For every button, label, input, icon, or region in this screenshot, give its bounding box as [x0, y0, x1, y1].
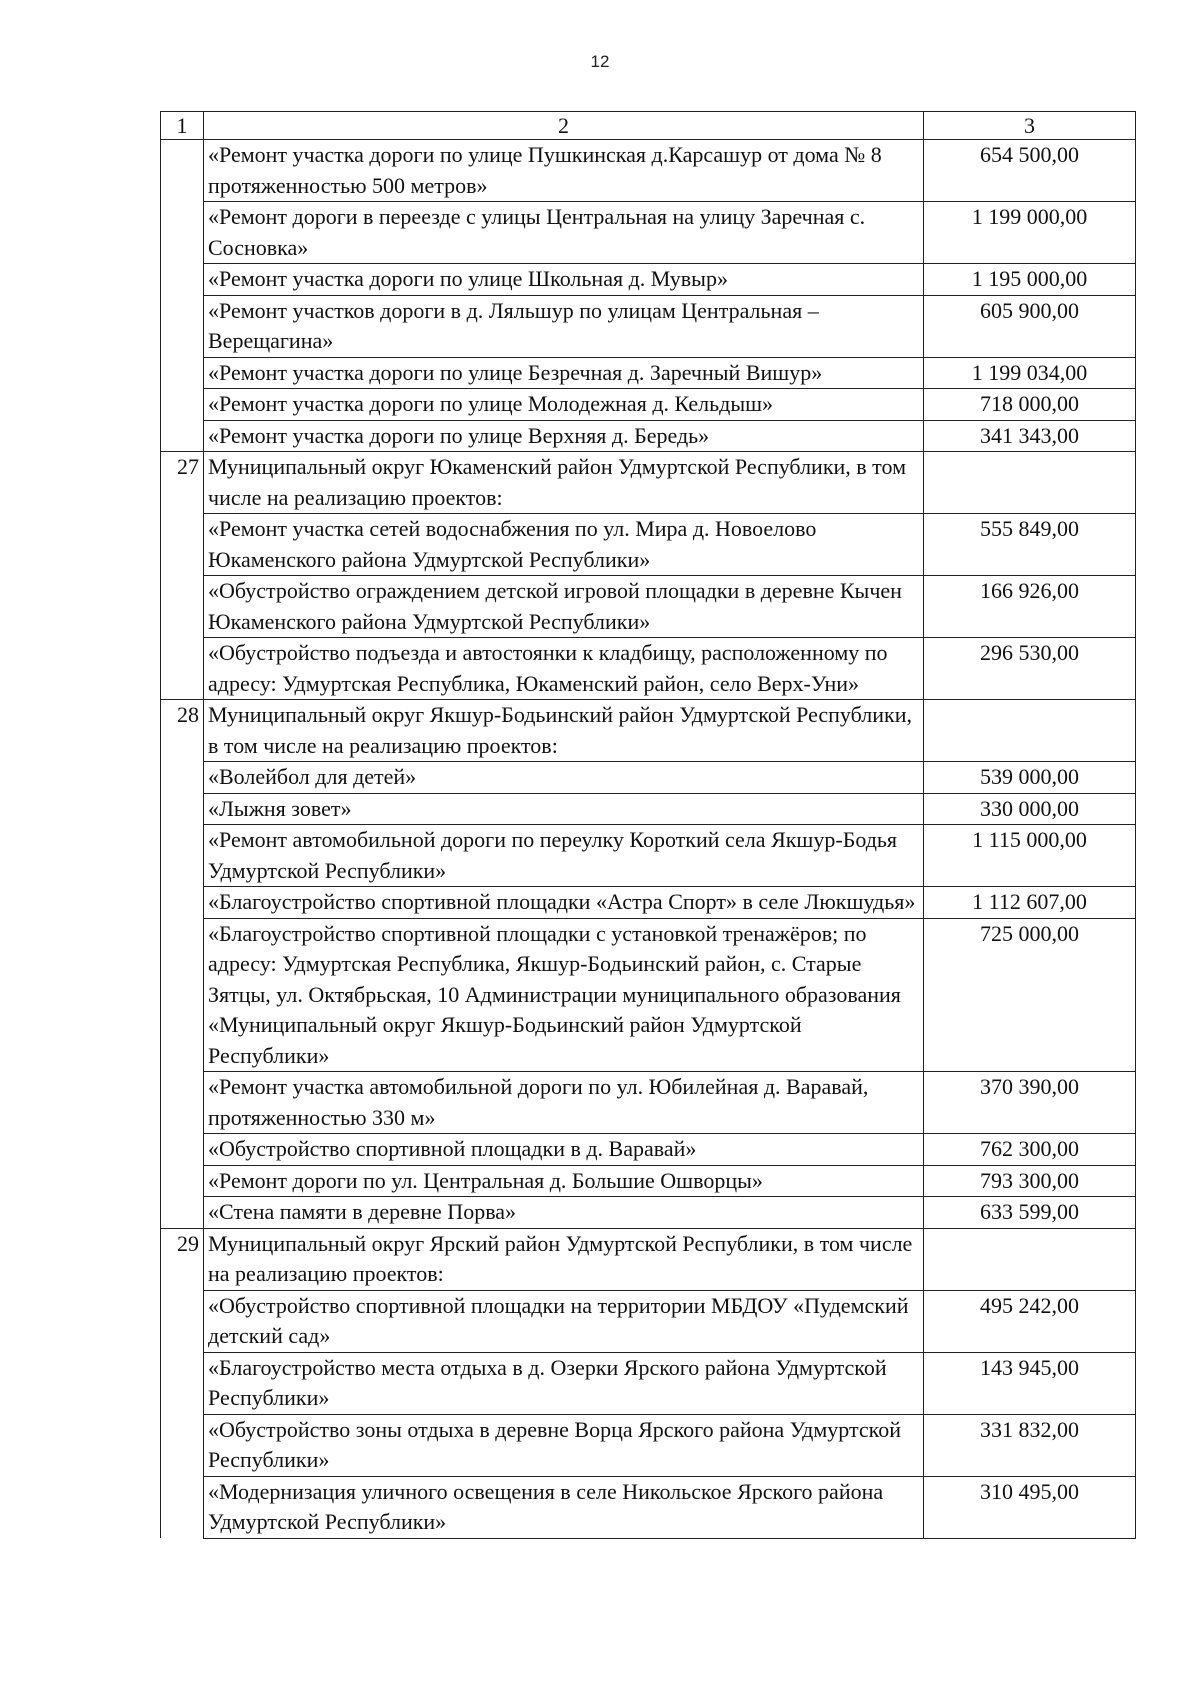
table-row — [161, 887, 1136, 919]
project-amount: 330 000,00 — [924, 793, 1136, 825]
project-amount: 555 849,00 — [924, 514, 1136, 576]
table-row — [161, 1414, 1136, 1476]
group-number: 28 — [161, 700, 204, 762]
project-amount: 296 530,00 — [924, 638, 1136, 700]
project-amount: 539 000,00 — [924, 762, 1136, 794]
project-name: «Обустройство зоны отдыха в деревне Ворца Ярского района Удмуртской Республики» — [204, 1414, 924, 1476]
project-amount: 166 926,00 — [924, 576, 1136, 638]
project-name: «Ремонт дороги по ул. Центральная д. Большие Ошворцы» — [204, 1165, 924, 1197]
project-name: «Благоустройство места отдыха в д. Озерки Ярского района Удмуртской Республики» — [204, 1352, 924, 1414]
project-amount: 605 900,00 — [924, 295, 1136, 357]
group-row — [161, 1228, 1136, 1290]
project-name: «Ремонт участка дороги по улице Пушкинская д.Карсашур от дома № 8 протяженностью 500 метров» — [204, 140, 924, 202]
project-name: «Ремонт автомобильной дороги по переулку Короткий села Якшур-Бодья Удмуртской Республики» — [204, 825, 924, 887]
row-number — [161, 576, 204, 638]
header-col-2: 2 — [204, 112, 924, 140]
table-row — [161, 762, 1136, 794]
project-name: «Ремонт участка дороги по улице Школьная д. Мувыр» — [204, 264, 924, 296]
header-col-3: 3 — [924, 112, 1136, 140]
table-row — [161, 264, 1136, 296]
project-amount: 718 000,00 — [924, 389, 1136, 421]
row-number — [161, 793, 204, 825]
table-row — [161, 357, 1136, 389]
project-amount: 1 115 000,00 — [924, 825, 1136, 887]
group-amount — [924, 700, 1136, 762]
project-name: «Стена памяти в деревне Порва» — [204, 1197, 924, 1229]
project-name: «Благоустройство спортивной площадки «Астра Спорт» в селе Люкшудья» — [204, 887, 924, 919]
project-name: «Обустройство подъезда и автостоянки к кладбищу, расположенному по адресу: Удмуртская Республика, Юкаменский район, село Верх-Уни» — [204, 638, 924, 700]
row-number — [161, 357, 204, 389]
project-name: «Волейбол для детей» — [204, 762, 924, 794]
project-amount: 370 390,00 — [924, 1072, 1136, 1134]
page-number: 12 — [590, 52, 610, 71]
row-number — [161, 1197, 204, 1229]
row-number — [161, 1290, 204, 1352]
project-name: «Ремонт дороги в переезде с улицы Центральная на улицу Заречная с. Сосновка» — [204, 202, 924, 264]
table-row — [161, 514, 1136, 576]
project-amount: 1 199 000,00 — [924, 202, 1136, 264]
project-amount: 762 300,00 — [924, 1134, 1136, 1166]
project-amount: 1 112 607,00 — [924, 887, 1136, 919]
project-name: «Модернизация уличного освещения в селе Никольское Ярского района Удмуртской Республики» — [204, 1476, 924, 1538]
header-row — [161, 112, 1136, 140]
project-name: «Обустройство спортивной площадки в д. Варавай» — [204, 1134, 924, 1166]
row-number — [161, 1165, 204, 1197]
table-row — [161, 1134, 1136, 1166]
project-amount: 633 599,00 — [924, 1197, 1136, 1229]
row-number — [161, 918, 204, 1072]
group-amount — [924, 1228, 1136, 1290]
table-row — [161, 1197, 1136, 1229]
row-number — [161, 420, 204, 452]
row-number — [161, 295, 204, 357]
project-name: «Ремонт участка дороги по улице Верхняя д. Бередь» — [204, 420, 924, 452]
row-number — [161, 825, 204, 887]
table-row — [161, 420, 1136, 452]
table-row — [161, 140, 1136, 202]
project-name: «Ремонт участка дороги по улице Безречная д. Заречный Вишур» — [204, 357, 924, 389]
project-name: «Ремонт участка автомобильной дороги по ул. Юбилейная д. Варавай, протяженностью 330 м» — [204, 1072, 924, 1134]
project-amount: 793 300,00 — [924, 1165, 1136, 1197]
table-row — [161, 638, 1136, 700]
row-number — [161, 638, 204, 700]
project-name: «Благоустройство спортивной площадки с установкой тренажёров; по адресу: Удмуртская Республика, Якшур-Бодьинский район, с. Старые Зятцы, ул. Октябрьская, 10 Администрации муниципального образования «Муниципальный округ Якшур-Бодьинский район Удмуртской Республики» — [204, 918, 924, 1072]
project-name: «Обустройство спортивной площадки на территории МБДОУ «Пудемский детский сад» — [204, 1290, 924, 1352]
project-amount: 725 000,00 — [924, 918, 1136, 1072]
project-amount: 495 242,00 — [924, 1290, 1136, 1352]
project-name: «Ремонт участка дороги по улице Молодежная д. Кельдыш» — [204, 389, 924, 421]
row-number — [161, 1352, 204, 1414]
header-col-1: 1 — [161, 112, 204, 140]
group-row — [161, 452, 1136, 514]
project-amount: 654 500,00 — [924, 140, 1136, 202]
table-row — [161, 1072, 1136, 1134]
group-number: 29 — [161, 1228, 204, 1290]
project-amount: 341 343,00 — [924, 420, 1136, 452]
table-row — [161, 389, 1136, 421]
table-row — [161, 1352, 1136, 1414]
table-row — [161, 1165, 1136, 1197]
project-amount: 331 832,00 — [924, 1414, 1136, 1476]
group-title: Муниципальный округ Юкаменский район Удмуртской Республики, в том числе на реализацию проектов: — [204, 452, 924, 514]
project-amount: 310 495,00 — [924, 1476, 1136, 1538]
table-row — [161, 793, 1136, 825]
table-row — [161, 295, 1136, 357]
row-number — [161, 140, 204, 202]
row-number — [161, 1476, 204, 1538]
row-number — [161, 1414, 204, 1476]
row-number — [161, 762, 204, 794]
row-number — [161, 264, 204, 296]
row-number — [161, 1072, 204, 1134]
budget-table-body — [161, 112, 1136, 1539]
table-row — [161, 1290, 1136, 1352]
row-number — [161, 202, 204, 264]
row-number — [161, 514, 204, 576]
budget-table — [160, 111, 1136, 1539]
table-row — [161, 576, 1136, 638]
row-number — [161, 1134, 204, 1166]
table-row — [161, 1476, 1136, 1538]
table-row — [161, 202, 1136, 264]
row-number — [161, 887, 204, 919]
project-amount: 1 195 000,00 — [924, 264, 1136, 296]
project-name: «Лыжня зовет» — [204, 793, 924, 825]
group-title: Муниципальный округ Ярский район Удмуртской Республики, в том числе на реализацию проектов: — [204, 1228, 924, 1290]
group-amount — [924, 452, 1136, 514]
project-name: «Обустройство ограждением детской игровой площадки в деревне Кычен Юкаменского района Удмуртской Республики» — [204, 576, 924, 638]
project-name: «Ремонт участков дороги в д. Ляльшур по улицам Центральная – Верещагина» — [204, 295, 924, 357]
group-title: Муниципальный округ Якшур-Бодьинский район Удмуртской Республики, в том числе на реализацию проектов: — [204, 700, 924, 762]
group-number: 27 — [161, 452, 204, 514]
project-name: «Ремонт участка сетей водоснабжения по ул. Мира д. Новоелово Юкаменского района Удмуртской Республики» — [204, 514, 924, 576]
row-number — [161, 389, 204, 421]
table-row — [161, 825, 1136, 887]
project-amount: 1 199 034,00 — [924, 357, 1136, 389]
table-row — [161, 918, 1136, 1072]
group-row — [161, 700, 1136, 762]
project-amount: 143 945,00 — [924, 1352, 1136, 1414]
